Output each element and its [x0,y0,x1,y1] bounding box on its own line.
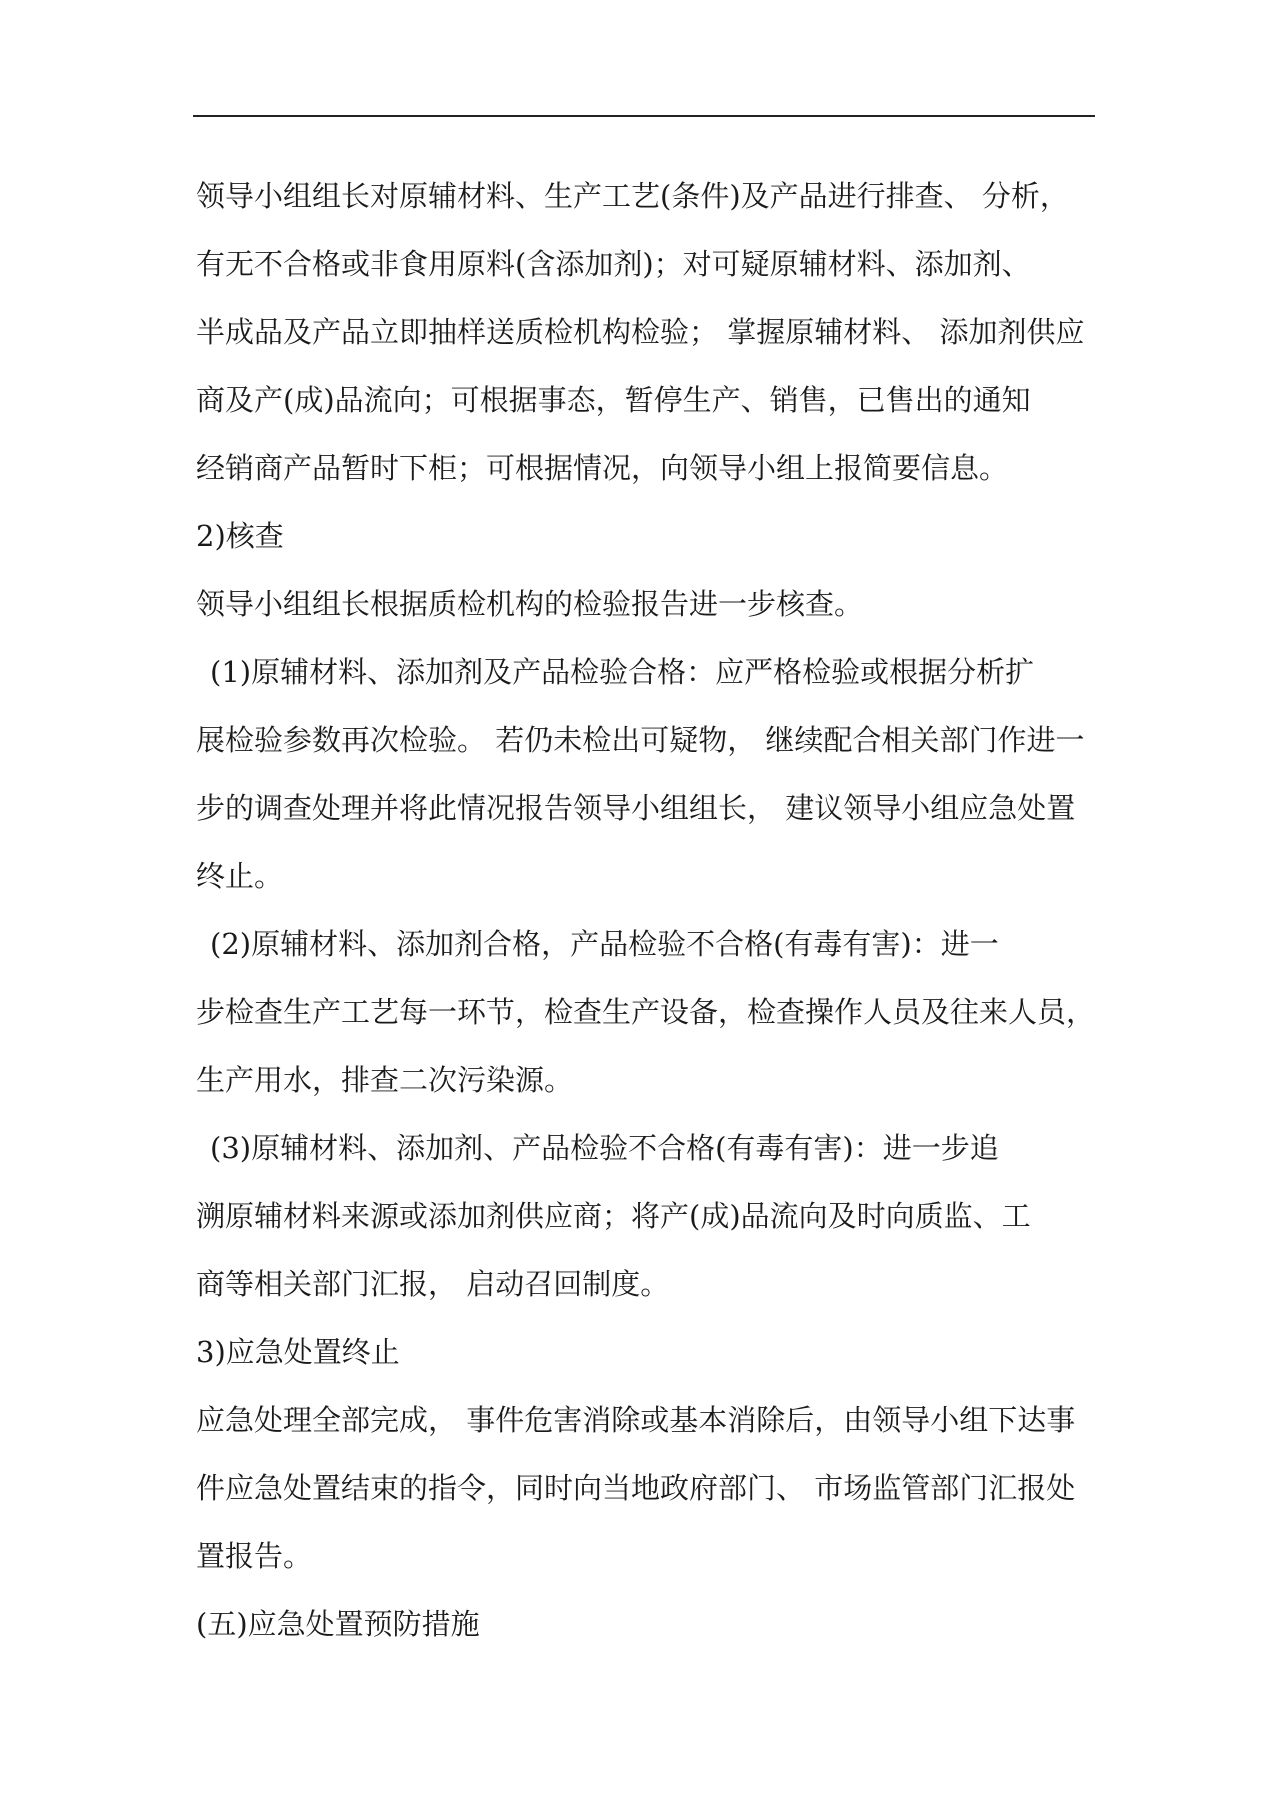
paragraph-line: 经销商产品暂时下柜；可根据情况，向领导小组上报简要信息。 [196,451,1009,485]
section-heading: (五)应急处置预防措施 [196,1607,480,1641]
section-heading: 3)应急处置终止 [196,1335,400,1369]
paragraph-line: 领导小组组长根据质检机构的检验报告进一步核查。 [196,587,864,621]
paragraph-line: 半成品及产品立即抽样送质检机构检验； 掌握原辅材料、 添加剂供应 [196,315,1085,349]
paragraph-line: 步的调查处理并将此情况报告领导小组组长， 建议领导小组应急处置 [196,791,1076,825]
paragraph-line: 商等相关部门汇报， 启动召回制度。 [196,1267,670,1301]
list-item-line: (2)原辅材料、添加剂合格，产品检验不合格(有毒有害)：进一 [210,927,999,961]
section-heading: 2)核查 [196,519,284,553]
list-item-line: (3)原辅材料、添加剂、产品检验不合格(有毒有害)：进一步追 [210,1131,999,1165]
paragraph-line: 生产用水，排查二次污染源。 [196,1063,574,1097]
paragraph-line: 领导小组组长对原辅材料、生产工艺(条件)及产品进行排查、 分析， [196,179,1069,213]
header-rule [193,115,1095,117]
paragraph-line: 步检查生产工艺每一环节，检查生产设备，检查操作人员及往来人员， [196,995,1096,1029]
list-item-line: (1)原辅材料、添加剂及产品检验合格：应严格检验或根据分析扩 [210,655,1035,689]
paragraph-line: 商及产(成)品流向；可根据事态，暂停生产、销售，已售出的通知 [196,383,1031,417]
paragraph-line: 展检验参数再次检验。 若仍未检出可疑物， 继续配合相关部门作进一 [196,723,1085,757]
body-text [196,162,1094,1658]
paragraph-line: 有无不合格或非食用原料(含添加剂)；对可疑原辅材料、添加剂、 [196,247,1031,281]
paragraph-line: 终止。 [196,859,284,893]
paragraph-line: 件应急处置结束的指令，同时向当地政府部门、 市场监管部门汇报处 [196,1471,1076,1505]
paragraph-line: 应急处理全部完成， 事件危害消除或基本消除后，由领导小组下达事 [196,1403,1076,1437]
paragraph-line: 溯原辅材料来源或添加剂供应商；将产(成)品流向及时向质监、工 [196,1199,1031,1233]
paragraph-line: 置报告。 [196,1539,313,1573]
